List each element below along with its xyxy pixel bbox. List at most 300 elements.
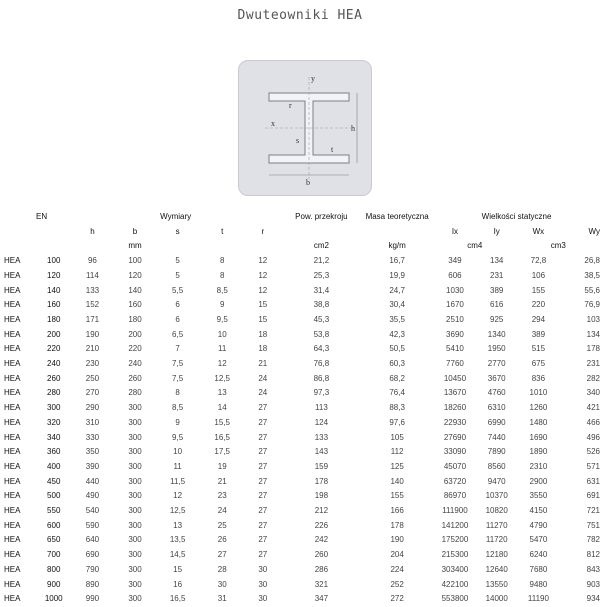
cell-mass: 140: [390, 476, 404, 486]
cell-dim-h: 690: [85, 550, 100, 560]
cell-dim-r: 27: [258, 432, 268, 442]
header-row-2: [4, 225, 600, 240]
cell-mass: 155: [390, 491, 404, 501]
header-unit-cm4: cm4: [467, 241, 483, 251]
header-t: t: [221, 226, 224, 236]
cell-dim-b: 300: [128, 535, 142, 545]
cell-wy: 178: [586, 344, 600, 354]
cell-dim-r: 27: [258, 417, 268, 427]
cell-mass: 224: [390, 564, 404, 574]
cell-wy: 934: [586, 594, 600, 604]
cell-area: 45,3: [313, 314, 330, 324]
table-row: [4, 489, 600, 504]
cell-wx: 11190: [527, 594, 549, 604]
cell-mass: 178: [390, 520, 404, 530]
cell-ix: 422100: [441, 579, 469, 589]
cell-dim-b: 180: [128, 314, 142, 324]
cell-dim-s: 9: [175, 417, 180, 427]
cell-dim-b: 300: [128, 579, 142, 589]
cell-profile-type: HEA: [4, 506, 21, 516]
cell-dim-h: 171: [85, 314, 100, 324]
cell-ix: 1670: [446, 300, 464, 310]
cell-mass: 166: [390, 506, 404, 516]
cell-mass: 97,6: [389, 417, 405, 427]
cell-dim-s: 5: [175, 270, 180, 280]
cell-area: 159: [314, 461, 329, 471]
cell-iy: 10820: [485, 506, 508, 516]
cell-mass: 88,3: [389, 403, 405, 413]
cell-wx: 1260: [529, 403, 548, 413]
cell-wx: 2310: [529, 461, 548, 471]
cell-dim-h: 133: [85, 285, 100, 295]
cell-iy: 7890: [487, 447, 506, 457]
cell-profile-size: 340: [47, 432, 61, 442]
cell-dim-h: 540: [85, 506, 100, 516]
cell-dim-r: 12: [258, 285, 268, 295]
cell-profile-type: HEA: [4, 359, 21, 369]
cell-profile-size: 400: [47, 461, 61, 471]
cell-dim-r: 27: [258, 520, 268, 530]
cell-profile-type: HEA: [4, 403, 21, 413]
cell-profile-type: HEA: [4, 535, 21, 545]
cell-wx: 220: [531, 300, 546, 310]
cell-profile-type: HEA: [4, 476, 21, 486]
cell-area: 226: [314, 520, 329, 530]
cell-wy: 134: [586, 329, 600, 339]
cell-ix: 18260: [443, 403, 467, 413]
cell-dim-h: 390: [85, 461, 100, 471]
cell-wx: 106: [531, 270, 546, 280]
cell-dim-t: 25: [217, 520, 227, 530]
cell-ix: 10450: [443, 373, 467, 383]
cell-dim-b: 300: [128, 432, 142, 442]
cell-ix: 33090: [443, 447, 467, 457]
cell-iy: 925: [490, 314, 504, 324]
cell-iy: 1340: [487, 329, 506, 339]
cell-iy: 231: [490, 270, 504, 280]
cell-dim-r: 24: [258, 388, 268, 398]
cell-profile-size: 500: [47, 491, 61, 501]
header-row-1: [4, 210, 600, 225]
cell-dim-t: 9,5: [216, 314, 228, 324]
cell-dim-s: 6: [175, 300, 180, 310]
cell-mass: 50,5: [389, 344, 405, 354]
cell-wx: 675: [531, 359, 546, 369]
cell-wy: 526: [586, 447, 600, 457]
cell-wx: 294: [531, 314, 546, 324]
cell-profile-type: HEA: [4, 461, 21, 471]
cell-profile-size: 260: [47, 373, 61, 383]
table-row: [4, 328, 600, 343]
cell-dim-t: 8,5: [216, 285, 228, 295]
cell-wy: 421: [586, 403, 600, 413]
cell-wy: 38,5: [584, 270, 600, 280]
cell-dim-r: 12: [258, 270, 268, 280]
cell-profile-type: HEA: [4, 256, 21, 266]
cell-wy: 55,6: [584, 285, 600, 295]
table-row: [4, 548, 600, 563]
table-row: [4, 578, 600, 593]
cell-dim-h: 330: [85, 432, 100, 442]
cell-dim-b: 160: [128, 300, 142, 310]
cell-profile-size: 140: [47, 285, 61, 295]
cell-profile-type: HEA: [4, 270, 21, 280]
cell-area: 347: [314, 594, 329, 604]
cell-dim-h: 152: [85, 300, 100, 310]
table-body: [4, 254, 600, 607]
cell-area: 31,4: [313, 285, 330, 295]
cell-dim-s: 11,5: [170, 476, 186, 486]
cell-profile-type: HEA: [4, 447, 21, 457]
cell-wx: 4150: [529, 506, 548, 516]
cell-area: 321: [314, 579, 329, 589]
cell-wy: 282: [586, 373, 600, 383]
table-row: [4, 372, 600, 387]
cell-wy: 721: [586, 506, 600, 516]
cell-dim-b: 120: [128, 270, 142, 280]
cell-profile-size: 220: [47, 344, 61, 354]
cell-ix: 3690: [446, 329, 464, 339]
cell-wy: 496: [586, 432, 600, 442]
table-row: [4, 533, 600, 548]
cell-dim-t: 26: [217, 535, 227, 545]
cell-dim-t: 23: [217, 491, 227, 501]
cell-dim-b: 300: [128, 476, 142, 486]
cell-mass: 16,7: [389, 256, 405, 266]
cell-ix: 5410: [446, 344, 464, 354]
cell-ix: 2510: [446, 314, 464, 324]
cell-profile-type: HEA: [4, 373, 21, 383]
cell-ix: 349: [448, 256, 462, 266]
cell-dim-r: 18: [258, 344, 268, 354]
cell-ix: 215300: [441, 550, 469, 560]
diagram-label-x: x: [271, 119, 275, 128]
cell-profile-size: 900: [47, 579, 61, 589]
cell-dim-t: 19: [217, 461, 227, 471]
cell-mass: 204: [390, 550, 404, 560]
cell-mass: 30,4: [389, 300, 405, 310]
cell-iy: 6990: [487, 417, 506, 427]
cell-wy: 691: [586, 491, 600, 501]
cell-iy: 12180: [485, 550, 508, 560]
cell-wy: 903: [586, 579, 600, 589]
cell-dim-s: 12: [173, 491, 183, 501]
cell-iy: 134: [490, 256, 504, 266]
cell-dim-b: 220: [128, 344, 142, 354]
cell-dim-s: 7,5: [172, 373, 184, 383]
cell-dim-r: 27: [258, 447, 268, 457]
cell-profile-size: 240: [47, 359, 61, 369]
cell-dim-s: 6,5: [172, 329, 184, 339]
header-unit-cm3: cm3: [550, 241, 566, 251]
diagram-label-r: r: [289, 101, 292, 110]
header-wielkosci: Wielkości statyczne: [481, 212, 552, 221]
cell-wy: 843: [586, 564, 600, 574]
cell-profile-type: HEA: [4, 285, 21, 295]
header-b: b: [132, 226, 138, 236]
cell-profile-size: 120: [47, 270, 61, 280]
cell-wx: 515: [531, 344, 546, 354]
cell-dim-h: 270: [85, 388, 100, 398]
cell-iy: 10370: [485, 491, 508, 501]
table-row: [4, 519, 600, 534]
cell-wx: 389: [531, 329, 546, 339]
cell-dim-b: 300: [128, 417, 142, 427]
cell-wx: 1890: [529, 447, 548, 457]
cell-wx: 4790: [529, 520, 548, 530]
cell-dim-b: 100: [128, 256, 142, 266]
cell-dim-r: 27: [258, 461, 268, 471]
cell-dim-s: 8: [175, 388, 180, 398]
cell-area: 21,2: [313, 256, 330, 266]
cell-iy: 11270: [485, 520, 508, 530]
cell-dim-h: 990: [85, 594, 100, 604]
cell-dim-r: 27: [258, 550, 268, 560]
diagram-label-b: b: [306, 178, 310, 187]
cell-ix: 45070: [443, 461, 467, 471]
table-row: [4, 401, 600, 416]
table-row: [4, 592, 600, 607]
cell-profile-size: 600: [47, 520, 61, 530]
table-row: [4, 254, 600, 269]
cell-profile-type: HEA: [4, 417, 21, 427]
cell-dim-t: 8: [219, 256, 225, 266]
cell-wx: 1010: [529, 388, 548, 398]
cell-dim-h: 114: [86, 270, 99, 280]
cell-dim-b: 260: [128, 373, 142, 383]
cell-profile-size: 100: [47, 256, 61, 266]
cell-dim-t: 13: [217, 388, 227, 398]
cell-iy: 8560: [487, 461, 506, 471]
cell-dim-h: 640: [85, 535, 100, 545]
cell-ix: 111900: [442, 506, 468, 516]
cell-iy: 6310: [487, 403, 506, 413]
header-wymiary: Wymiary: [160, 212, 192, 221]
cell-dim-h: 490: [85, 491, 100, 501]
cell-area: 133: [314, 432, 329, 442]
cell-dim-h: 210: [85, 344, 100, 354]
table-row: [4, 313, 600, 328]
table-row: [4, 284, 600, 299]
cell-wx: 6240: [529, 550, 548, 560]
cell-profile-size: 700: [47, 550, 61, 560]
cell-mass: 272: [390, 594, 404, 604]
cell-ix: 27690: [443, 432, 467, 442]
header-unit-kgm: kg/m: [388, 241, 406, 251]
cell-dim-s: 8,5: [172, 403, 184, 413]
cell-dim-s: 9,5: [172, 432, 184, 442]
cell-dim-s: 14,5: [169, 550, 186, 560]
table-row: [4, 504, 600, 519]
cell-wy: 231: [586, 359, 600, 369]
header-wy: Wy: [588, 226, 600, 236]
cell-dim-t: 12: [217, 359, 227, 369]
cell-ix: 175200: [441, 535, 469, 545]
cell-iy: 389: [490, 285, 504, 295]
cell-ix: 7760: [446, 359, 464, 369]
cell-dim-t: 14: [217, 403, 227, 413]
cell-dim-t: 31: [217, 594, 227, 604]
header-masa: Masa teoretyczna: [365, 212, 429, 221]
cell-wy: 26,8: [584, 256, 600, 266]
cell-profile-type: HEA: [4, 594, 21, 604]
cell-dim-s: 6: [175, 314, 180, 324]
cell-wx: 9480: [529, 579, 548, 589]
cell-iy: 14000: [485, 594, 508, 604]
cell-dim-t: 16,5: [214, 432, 230, 442]
cell-mass: 42,3: [389, 329, 405, 339]
cell-iy: 7440: [487, 432, 506, 442]
cell-area: 143: [314, 447, 329, 457]
diagram-label-s: s: [296, 136, 300, 145]
cell-dim-b: 300: [128, 447, 142, 457]
cell-dim-t: 15,5: [214, 417, 230, 427]
cell-dim-s: 13,5: [169, 535, 186, 545]
header-unit-mm: mm: [128, 241, 142, 251]
cell-ix: 606: [448, 270, 462, 280]
header-iy: Iy: [493, 226, 500, 236]
i-beam-drawing: [239, 61, 371, 195]
header-row-3: [4, 239, 600, 254]
cell-dim-h: 440: [85, 476, 100, 486]
cell-dim-t: 10: [217, 329, 227, 339]
header-h: h: [90, 226, 95, 236]
cell-dim-s: 5,5: [172, 285, 184, 295]
cell-dim-b: 240: [128, 359, 142, 369]
cell-profile-size: 550: [47, 506, 61, 516]
cell-dim-t: 30: [217, 579, 227, 589]
cell-dim-h: 350: [85, 447, 100, 457]
cell-dim-t: 28: [217, 564, 227, 574]
header-wx: Wx: [532, 226, 545, 236]
cell-dim-r: 27: [258, 403, 268, 413]
cell-profile-size: 300: [47, 403, 61, 413]
cell-iy: 13550: [485, 579, 508, 589]
cell-dim-h: 190: [85, 329, 100, 339]
cell-mass: 112: [390, 447, 404, 457]
cell-profile-size: 160: [47, 300, 61, 310]
cell-area: 286: [314, 564, 329, 574]
cell-dim-s: 10: [173, 447, 183, 457]
cell-wx: 836: [531, 373, 546, 383]
cell-wx: 5470: [529, 535, 548, 545]
cell-dim-r: 27: [258, 476, 268, 486]
cell-area: 198: [314, 491, 329, 501]
cell-profile-size: 450: [47, 476, 61, 486]
cell-mass: 68,2: [389, 373, 405, 383]
cell-ix: 303400: [441, 564, 469, 574]
cell-profile-type: HEA: [4, 550, 21, 560]
cell-iy: 2770: [487, 359, 506, 369]
cell-wy: 340: [586, 388, 600, 398]
cell-dim-r: 24: [258, 373, 268, 383]
cell-profile-size: 1000: [44, 594, 63, 604]
cell-iy: 3670: [487, 373, 506, 383]
cell-wx: 1690: [529, 432, 548, 442]
cell-dim-b: 300: [128, 403, 142, 413]
cell-dim-t: 11: [218, 344, 227, 354]
cell-dim-h: 96: [87, 256, 97, 266]
cell-area: 113: [315, 403, 328, 413]
cell-profile-size: 180: [47, 314, 61, 324]
cell-dim-r: 15: [258, 314, 268, 324]
cell-dim-h: 250: [85, 373, 100, 383]
diagram-label-h: h: [351, 124, 355, 133]
cell-wy: 466: [586, 417, 600, 427]
cell-wx: 72,8: [530, 256, 547, 266]
cell-dim-b: 300: [128, 594, 142, 604]
cell-ix: 553800: [441, 594, 469, 604]
cell-dim-t: 8: [219, 270, 225, 280]
cell-wy: 76,9: [584, 300, 600, 310]
cell-area: 242: [314, 535, 329, 545]
cell-dim-s: 13: [173, 520, 183, 530]
header-en: EN: [36, 212, 48, 221]
cell-dim-r: 30: [258, 579, 268, 589]
table-row: [4, 445, 600, 460]
cell-dim-t: 27: [217, 550, 227, 560]
header-unit-cm2: cm2: [313, 241, 329, 251]
cell-wx: 3550: [529, 491, 548, 501]
cell-ix: 86970: [443, 491, 467, 501]
cell-area: 53,8: [313, 329, 330, 339]
cell-dim-s: 11: [173, 461, 182, 471]
cell-iy: 11720: [485, 535, 508, 545]
cell-dim-r: 30: [258, 594, 268, 604]
page-title: Dwuteowniki HEA: [237, 8, 363, 23]
cell-dim-b: 200: [128, 329, 142, 339]
cell-dim-s: 12,5: [169, 506, 186, 516]
cell-profile-type: HEA: [4, 300, 21, 310]
cell-dim-h: 590: [85, 520, 100, 530]
cell-dim-r: 21: [258, 359, 268, 369]
cell-dim-r: 18: [258, 329, 268, 339]
cell-ix: 1030: [446, 285, 464, 295]
cell-wx: 1480: [529, 417, 548, 427]
cell-profile-type: HEA: [4, 520, 21, 530]
cell-dim-s: 16,5: [169, 594, 186, 604]
cell-dim-r: 27: [258, 491, 268, 501]
table-row: [4, 460, 600, 475]
cell-dim-b: 140: [128, 285, 142, 295]
cell-iy: 9470: [487, 476, 506, 486]
cell-wy: 782: [586, 535, 600, 545]
cell-dim-s: 7: [175, 344, 180, 354]
cell-area: 212: [314, 506, 329, 516]
table-row: [4, 342, 600, 357]
cell-iy: 12640: [485, 564, 508, 574]
cell-wx: 155: [531, 285, 546, 295]
cell-mass: 60,3: [389, 359, 405, 369]
cell-iy: 1950: [487, 344, 506, 354]
cell-area: 25,3: [313, 270, 330, 280]
cell-area: 76,8: [313, 359, 330, 369]
cell-dim-r: 27: [258, 506, 268, 516]
cell-dim-h: 310: [85, 417, 100, 427]
table-row: [4, 475, 600, 490]
cell-mass: 24,7: [389, 285, 405, 295]
cell-ix: 13670: [443, 388, 467, 398]
header-pow: Pow. przekroju: [295, 212, 348, 221]
cell-area: 97,3: [313, 388, 330, 398]
cell-iy: 4760: [487, 388, 506, 398]
cell-dim-r: 27: [258, 535, 268, 545]
cell-wx: 2900: [529, 476, 548, 486]
table-row: [4, 269, 600, 284]
hea-spec-table: [4, 210, 600, 607]
cell-profile-type: HEA: [4, 579, 21, 589]
cell-profile-size: 320: [47, 417, 61, 427]
